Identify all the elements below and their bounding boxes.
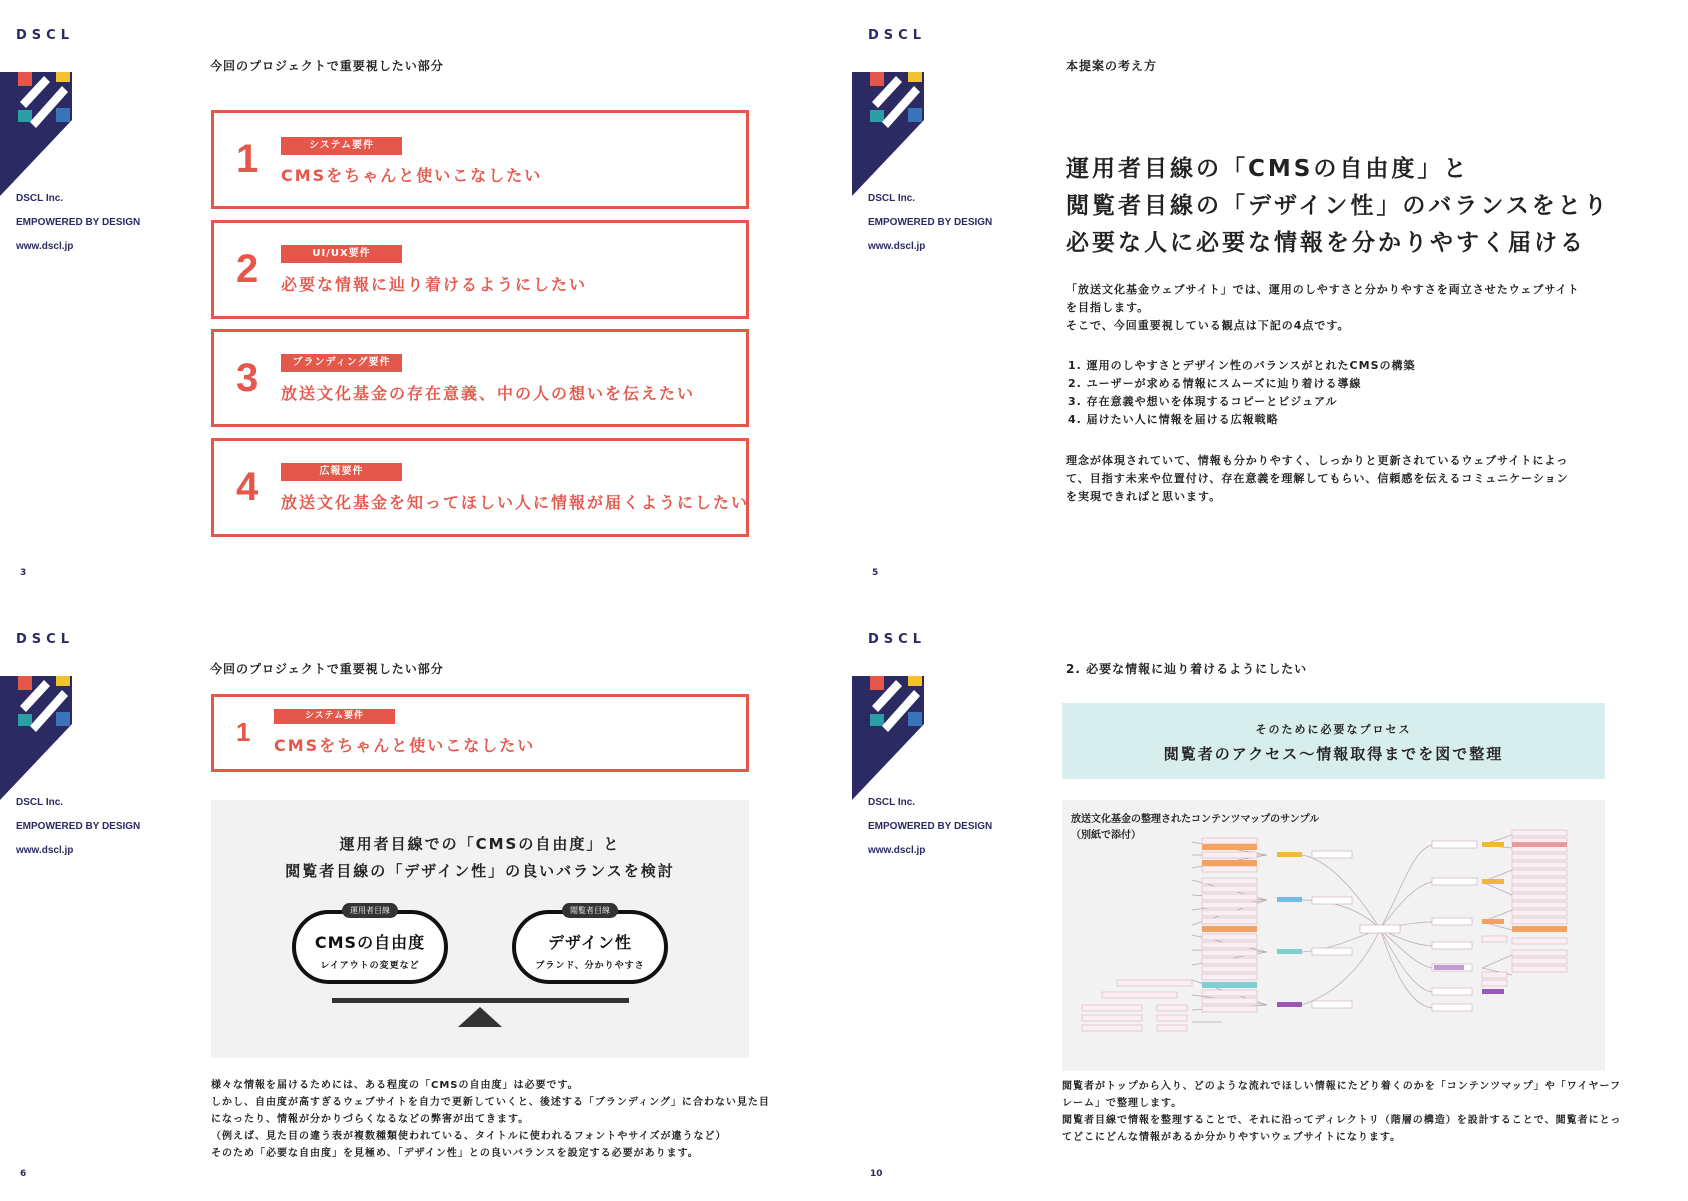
key-message-line-3: 必要な人に必要な情報を分かりやすく届ける	[1066, 230, 1586, 256]
text-line: 閲覧者目線で情報を整理することで、それに沿ってディレクトリ（階層の構造）を設計することで、閲覧者にとっ	[1062, 1115, 1622, 1126]
text-line: 理念が体現されていて、情報も分かりやすく、しっかりと更新されているウェブサイトによっ	[1066, 454, 1569, 467]
company-tagline: EMPOWERED BY DESIGN	[868, 217, 993, 228]
process-title: 閲覧者のアクセス〜情報取得までを図で整理	[1163, 745, 1504, 763]
balance-panel	[211, 800, 749, 1058]
points-list	[1068, 357, 1416, 429]
pill-tag: 運用者目線	[342, 903, 398, 918]
list-item: 4. 届けたい人に情報を届ける広報戦略	[1068, 413, 1279, 426]
pill-main: デザイン性	[548, 933, 632, 952]
requirement-box-1	[211, 694, 749, 772]
company-name: DSCL Inc.	[868, 797, 916, 808]
text-line: になったり、情報が分かりづらくなるなどの弊害が出てきます。	[211, 1114, 530, 1125]
slide-heading: 今回のプロジェクトで重要視したい部分	[210, 662, 444, 676]
requirement-number: 4	[236, 465, 259, 509]
dscl-logo: DSCL	[16, 28, 74, 43]
requirement-box-3	[211, 329, 749, 427]
panel-title-line-2: 閲覧者目線の「デザイン性」の良いバランスを検討	[285, 862, 675, 880]
text-line: を実現できればと思います。	[1066, 490, 1222, 503]
dscl-logo: DSCL	[16, 632, 74, 647]
requirement-tag: 広報要件	[281, 463, 402, 481]
requirement-title: 必要な情報に辿り着けるようにしたい	[281, 275, 588, 294]
text-line: て、目指す未来や位置付け、存在意義を理解してもらい、信頼感を伝えるコミュニケーション	[1066, 472, 1569, 485]
company-url: www.dscl.jp	[16, 241, 74, 252]
company-tagline: EMPOWERED BY DESIGN	[16, 821, 141, 832]
list-item: 3. 存在意義や想いを体現するコピーとビジュアル	[1068, 395, 1338, 408]
requirement-tag: UI/UX要件	[281, 245, 402, 263]
key-message-line-2: 閲覧者目線の「デザイン性」のバランスをとり	[1066, 193, 1610, 219]
company-url: www.dscl.jp	[868, 845, 926, 856]
content-map-panel	[1062, 800, 1605, 1071]
slide-heading: 2. 必要な情報に辿り着けるようにしたい	[1066, 662, 1308, 676]
process-label: そのために必要なプロセス	[1255, 723, 1412, 736]
page-number: 6	[20, 1169, 27, 1179]
slide-heading: 本提案の考え方	[1066, 59, 1158, 73]
text-line: しかし、自由度が高すぎるウェブサイトを自力で更新していくと、後述する「ブランディング」に合わない見た目	[211, 1097, 770, 1108]
text-line: 「放送文化基金ウェブサイト」では、運用のしやすさと分かりやすさを両立させたウェブサイト	[1066, 283, 1580, 296]
requirement-box-4	[211, 438, 749, 537]
dscl-logo: DSCL	[868, 28, 926, 43]
requirement-tag: システム要件	[281, 137, 402, 155]
company-tagline: EMPOWERED BY DESIGN	[16, 217, 141, 228]
text-line: を目指します。	[1066, 301, 1150, 314]
dscl-emblem-icon	[852, 72, 924, 196]
balance-scale-icon	[211, 995, 749, 1055]
body-paragraph	[211, 1077, 770, 1162]
process-box	[1062, 703, 1605, 779]
closing-paragraph	[1066, 452, 1569, 506]
dscl-emblem-icon	[0, 676, 72, 800]
dscl-emblem-icon	[0, 72, 72, 196]
requirement-number: 3	[236, 356, 259, 400]
pill-sub: レイアウトの変更など	[320, 961, 420, 971]
requirement-title: CMSをちゃんと使いこなしたい	[281, 166, 543, 185]
body-paragraph	[1062, 1078, 1621, 1146]
requirement-tag: システム要件	[274, 709, 395, 724]
map-caption-line-1: 放送文化基金の整理されたコンテンツマップのサンプル	[1071, 814, 1320, 825]
requirement-tag: ブランディング要件	[281, 354, 402, 372]
intro-paragraph	[1066, 281, 1580, 335]
slide-3	[0, 0, 844, 597]
text-line: （例えば、見た目の違う表が複数種類使われている、タイトルに使われるフォントやサイズが違うなど）	[211, 1131, 727, 1142]
content-map-diagram	[1062, 800, 1605, 1071]
cms-freedom-pill	[292, 906, 448, 984]
design-pill	[512, 906, 668, 984]
page-number: 10	[870, 1169, 883, 1179]
dscl-emblem-icon	[852, 676, 924, 800]
text-line: そこで、今回重要視している観点は下記の4点です。	[1066, 319, 1350, 332]
company-name: DSCL Inc.	[868, 193, 916, 204]
list-item: 1. 運用のしやすさとデザイン性のバランスがとれたCMSの構築	[1068, 359, 1416, 372]
text-line: レーム」で整理します。	[1062, 1098, 1183, 1109]
requirement-box-2	[211, 220, 749, 319]
list-item: 2. ユーザーが求める情報にスムーズに辿り着ける導線	[1068, 377, 1362, 390]
page-number: 5	[872, 568, 879, 578]
panel-title-line-1: 運用者目線での「CMSの自由度」と	[339, 835, 621, 853]
text-line: てどこにどんな情報があるか分かりやすいウェブサイトになります。	[1062, 1132, 1402, 1143]
key-message-line-1: 運用者目線の「CMSの自由度」と	[1066, 156, 1470, 182]
text-line: そのため「必要な自由度」を見極め、「デザイン性」との良いバランスを設定する必要があります。	[211, 1148, 699, 1159]
dscl-logo: DSCL	[868, 632, 926, 647]
company-url: www.dscl.jp	[868, 241, 926, 252]
pill-tag: 閲覧者目線	[562, 903, 618, 918]
requirement-number: 1	[236, 137, 259, 181]
requirement-number: 1	[236, 717, 251, 747]
pill-sub: ブランド、分かりやすさ	[535, 961, 645, 971]
company-name: DSCL Inc.	[16, 797, 64, 808]
pill-main: CMSの自由度	[314, 933, 426, 952]
requirement-number: 2	[236, 247, 259, 291]
slide-heading: 今回のプロジェクトで重要視したい部分	[210, 59, 444, 73]
requirement-title: 放送文化基金を知ってほしい人に情報が届くようにしたい	[281, 493, 750, 512]
company-url: www.dscl.jp	[16, 845, 74, 856]
page-number: 3	[20, 568, 27, 578]
requirement-title: CMSをちゃんと使いこなしたい	[274, 736, 536, 755]
text-line: 閲覧者がトップから入り、どのような流れでほしい情報にたどり着くのかを「コンテンツマップ」や「ワイヤーフ	[1062, 1081, 1621, 1092]
requirement-box-1	[211, 110, 749, 209]
company-tagline: EMPOWERED BY DESIGN	[868, 821, 993, 832]
text-line: 様々な情報を届けるためには、ある程度の「CMSの自由度」は必要です。	[211, 1080, 579, 1091]
requirement-title: 放送文化基金の存在意義、中の人の想いを伝えたい	[281, 384, 696, 403]
company-name: DSCL Inc.	[16, 193, 64, 204]
map-caption-line-2: （別紙で添付）	[1071, 830, 1141, 841]
